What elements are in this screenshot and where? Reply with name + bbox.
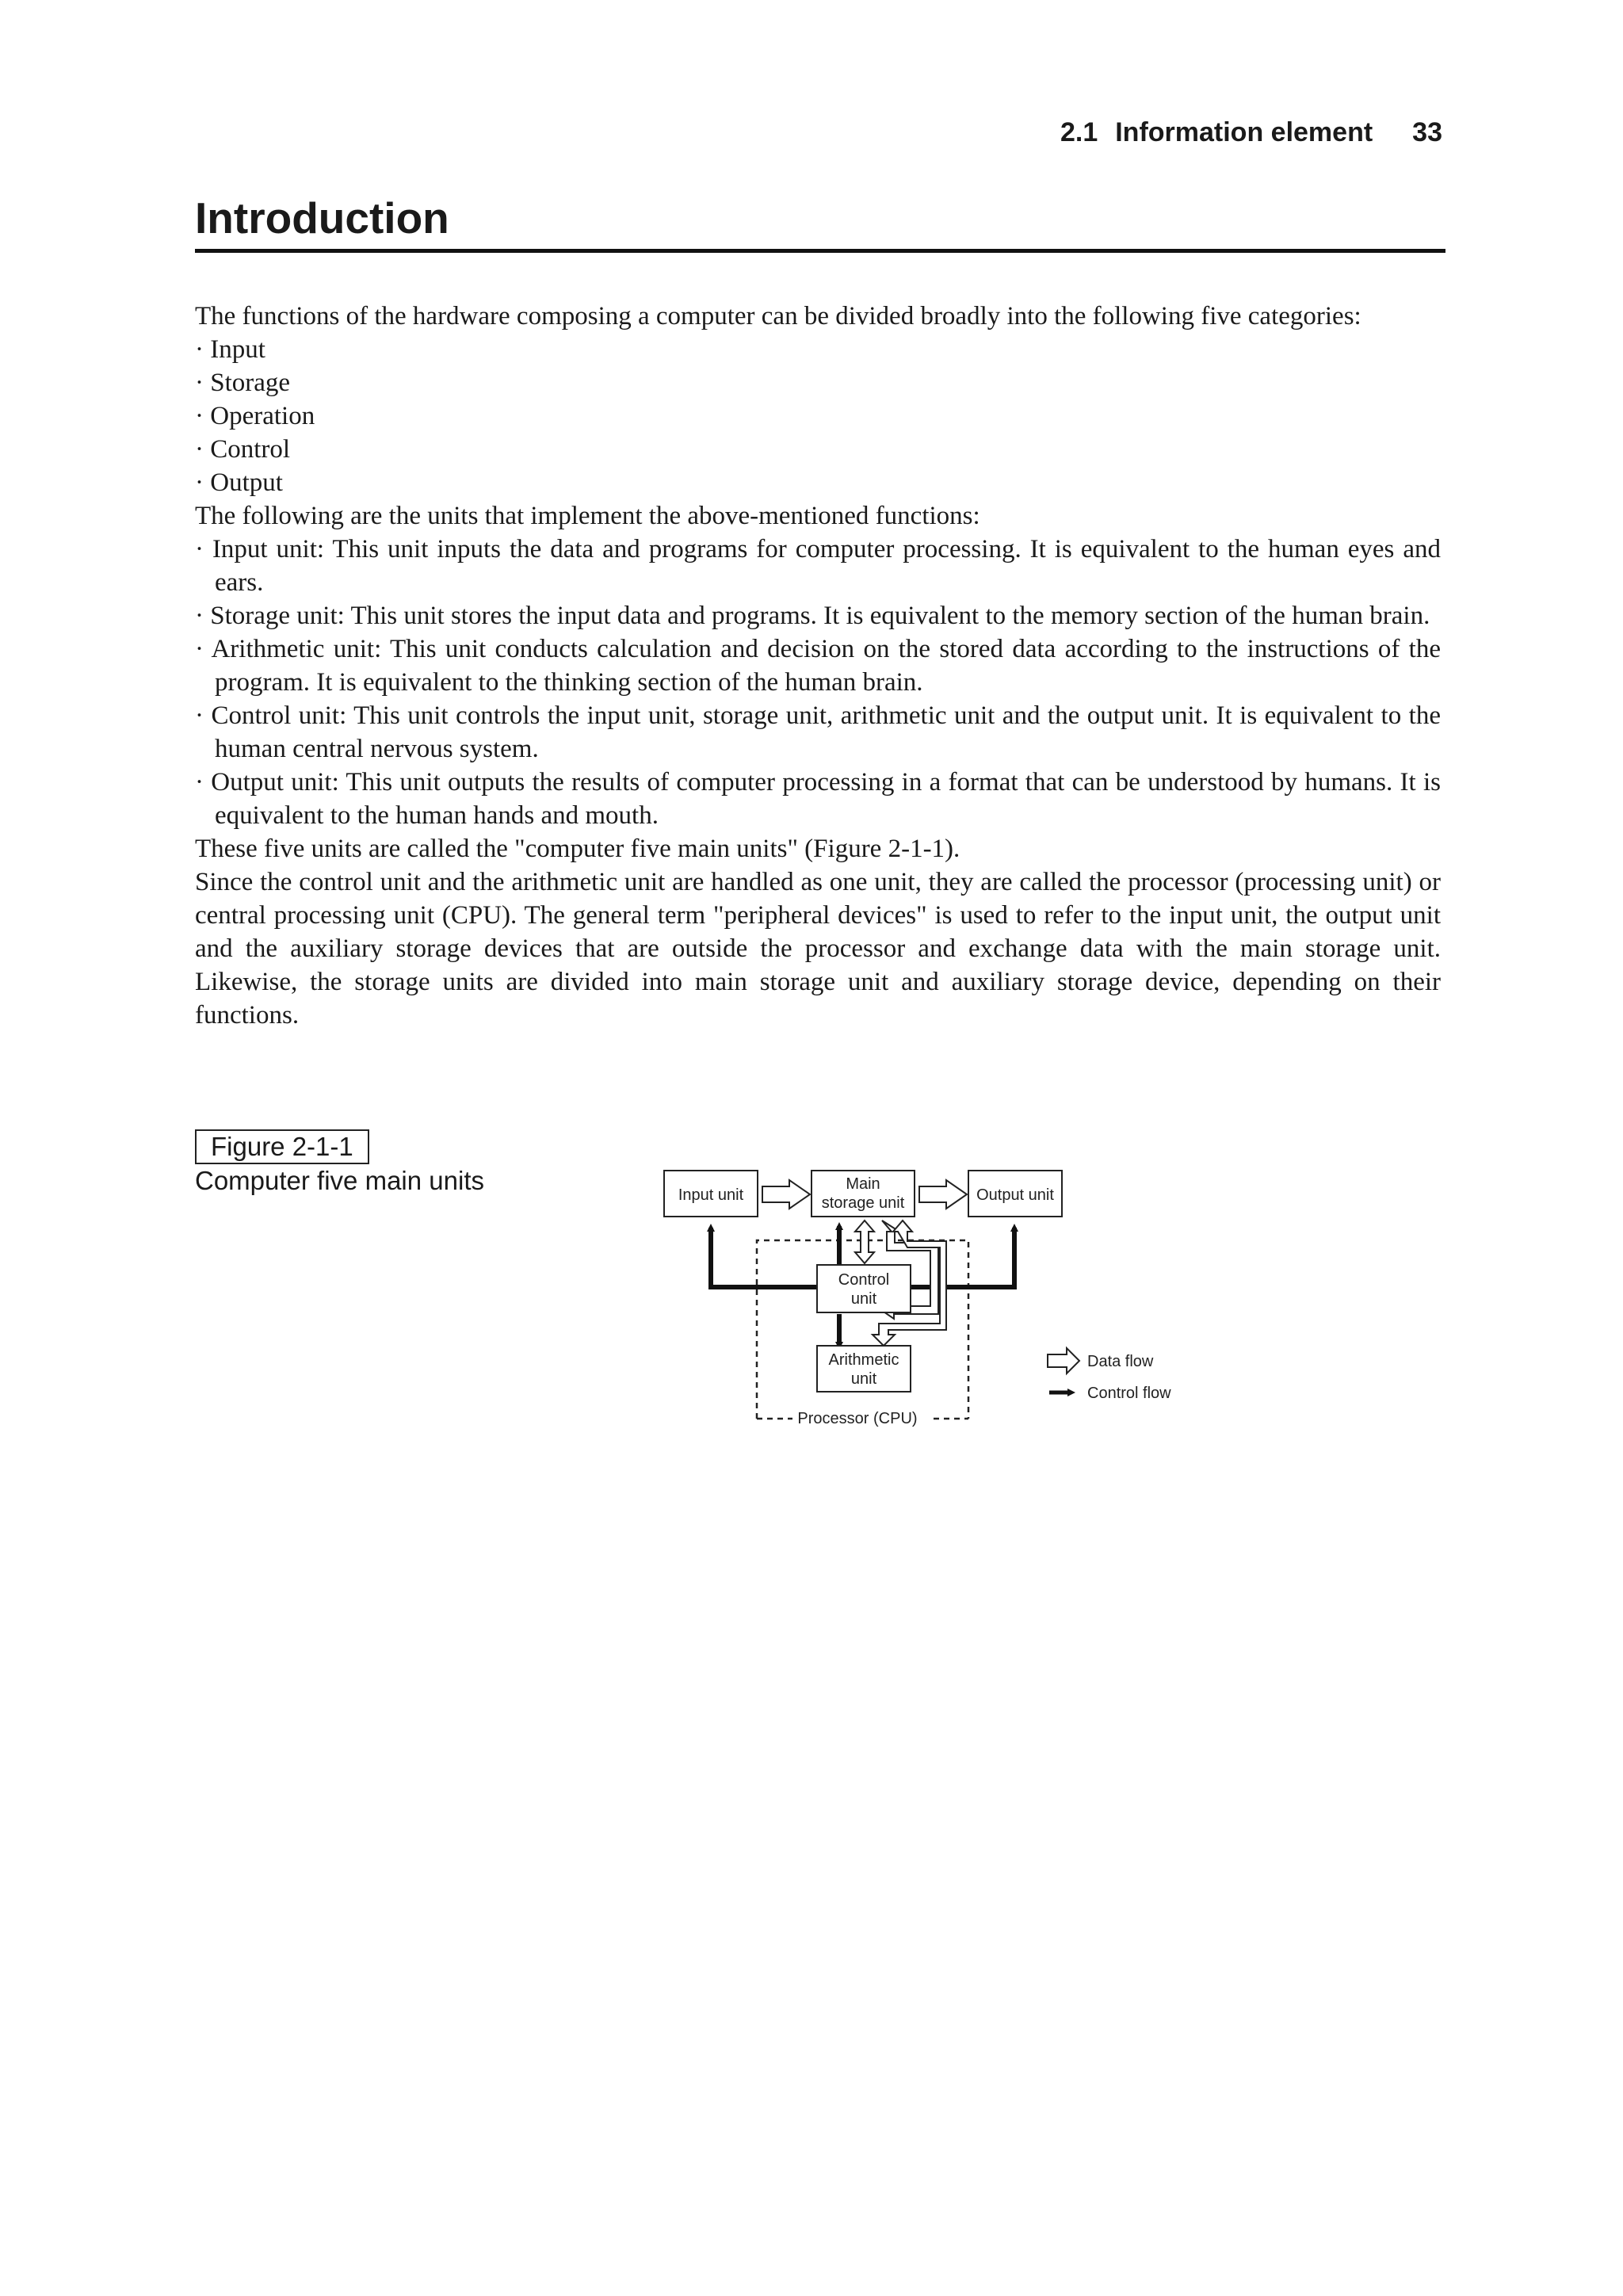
closing-paragraph: Since the control unit and the arithmetic unit are handled as one unit, they are called the processor (processing unit) or central processing unit (CPU). The general term "peripheral devices" is used to refer to the input unit, the output unit and the auxiliary storage devices that are outside the processor and exchange data with the main storage unit. Likewise, the storage units are divided into main storage unit and auxiliary storage device, depending on their functions. [195,868,1441,1030]
output-unit-box [968,1171,1062,1217]
input-unit-label: Input unit [678,1186,744,1204]
category-item: · Output [195,468,283,497]
page-title: Introduction [195,192,1445,253]
processor-label: Processor (CPU) [797,1410,918,1427]
main-storage-label-2: storage unit [821,1194,905,1212]
legend-control-flow: Control flow [1087,1385,1171,1402]
arithmetic-unit-label-1: Arithmetic [828,1351,899,1369]
category-item: · Input [195,335,265,364]
five-units-line: These five units are called the "computer five main units" (Figure 2-1-1). [195,835,960,863]
unit-description: · Output unit: This unit outputs the results of computer processing in a format that can be understood by humans. It is equivalent to the human hands and mouth. [195,768,1441,830]
unit-description: · Storage unit: This unit stores the input data and programs. It is equivalent to the memory section of the human brain. [195,602,1430,630]
control-unit-label-1: Control [838,1271,890,1289]
unit-description: · Arithmetic unit: This unit conducts calculation and decision on the stored data according to the instructions of the program. It is equivalent to the thinking section of the human brain. [195,635,1441,697]
section-title: Information element [1115,117,1373,147]
unit-description: · Control unit: This unit controls the input unit, storage unit, arithmetic unit and the output unit. It is equivalent to the human central nervous system. [195,701,1441,763]
legend-data-flow: Data flow [1087,1353,1154,1370]
arithmetic-unit-label-2: unit [850,1370,877,1388]
main-storage-box [812,1171,915,1217]
data-flow-legend-icon [1048,1348,1079,1373]
figure-label: Figure 2-1-1 [195,1129,369,1164]
figure-caption: Computer five main units [195,1166,484,1195]
input-unit-box [664,1171,758,1217]
diagram-legend [1048,1348,1171,1402]
category-item: · Control [195,435,291,464]
category-item: · Operation [195,402,315,430]
main-storage-label-1: Main [846,1175,880,1193]
unit-description: · Input unit: This unit inputs the data and programs for computer processing. It is equivalent to the human eyes and ears. [195,535,1441,597]
units-intro: The following are the units that implement the above-mentioned functions: [195,502,980,530]
output-unit-label: Output unit [976,1186,1054,1204]
intro-paragraph: The functions of the hardware composing a computer can be divided broadly into the following five categories: [195,302,1361,330]
page-number: 33 [1412,117,1442,147]
control-unit-box [817,1265,911,1312]
control-unit-label-2: unit [850,1290,877,1308]
section-number: 2.1 [1060,117,1098,147]
arithmetic-unit-box [817,1346,911,1392]
category-item: · Storage [195,369,291,397]
